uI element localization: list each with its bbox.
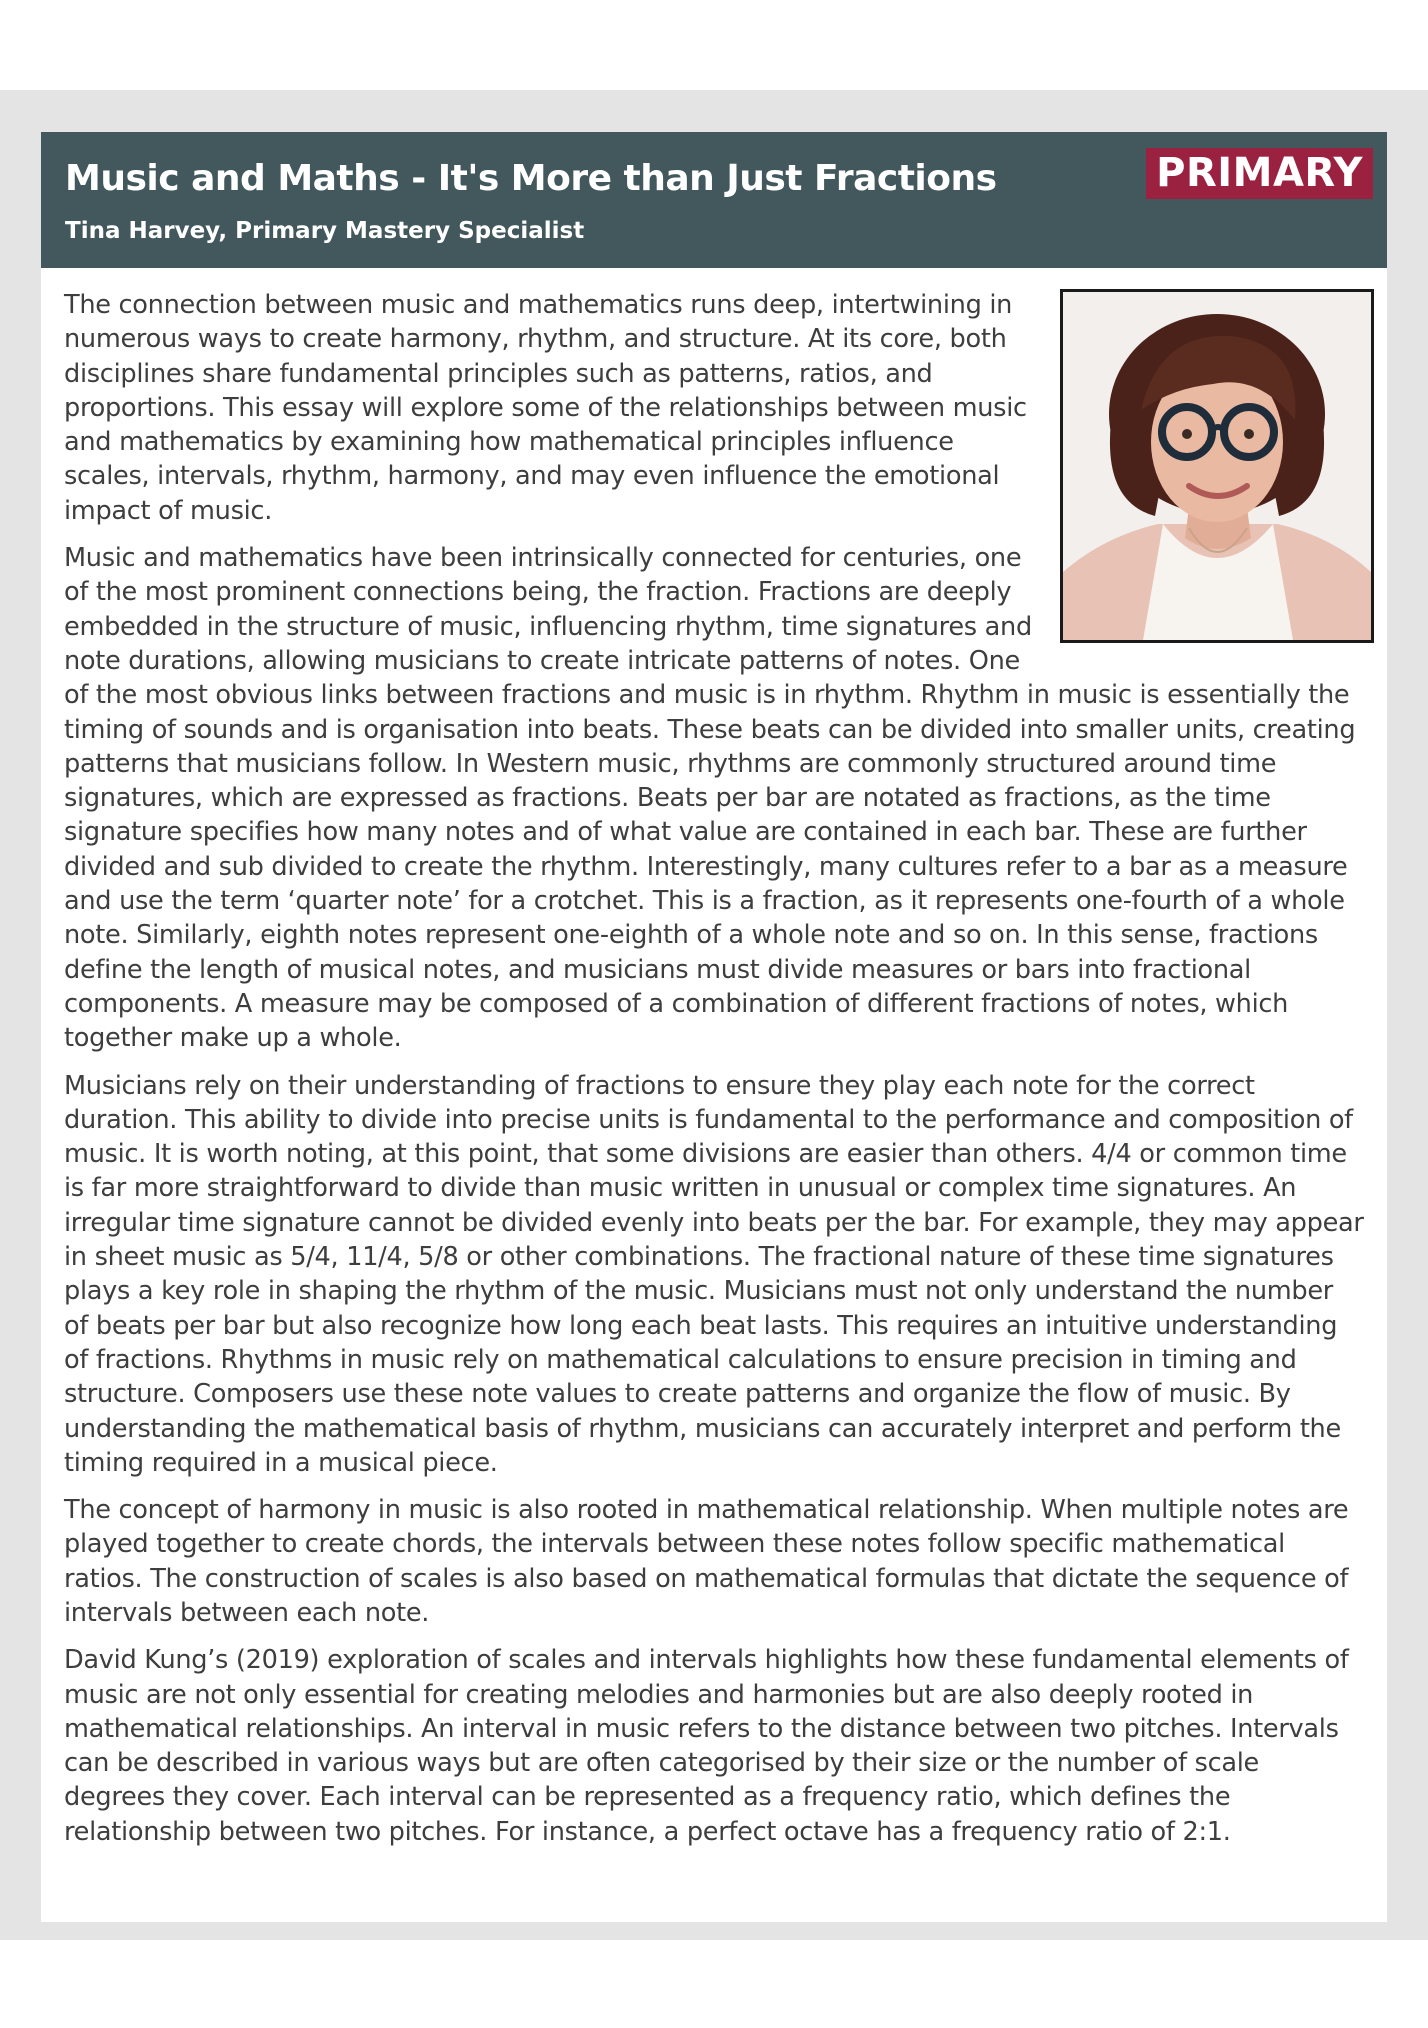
- article-paragraph-4: The concept of harmony in music is also rooted in mathematical relationship. When multiple notes are played together to create chords, the intervals between these notes follow specific mathematical ratios. The construction of scales is also based on mathematical formulas that dictate the sequence of intervals between each note.: [64, 1495, 1349, 1628]
- photo-spacer: [1038, 288, 1364, 656]
- article-author: Tina Harvey, Primary Mastery Specialist: [65, 218, 585, 244]
- article-sheet: [41, 132, 1387, 1922]
- article-header: [41, 132, 1387, 268]
- article-title: Music and Maths - It's More than Just Fractions: [65, 158, 997, 199]
- article-paragraph-3: Musicians rely on their understanding of fractions to ensure they play each note for the correct duration. This ability to divide into precise units is fundamental to the performance and composition of music. It is worth noting, at this point, that some divisions are easier than others. 4/4 or common time is far more straightforward to divide than music written in unusual or complex time signatures. An irregular time signature cannot be divided evenly into beats per the bar. For example, they may appear in sheet music as 5/4, 11/4, 5/8 or other combinations. The fractional nature of these time signatures plays a key role in shaping the rhythm of the music. Musicians must not only understand the number of beats per bar but also recognize how long each beat lasts. This requires an intuitive understanding of fractions. Rhythms in music rely on mathematical calculations to ensure precision in timing and structure. Composers use these note values to create patterns and organize the flow of music. By understanding the mathematical basis of rhythm, musicians can accurately interpret and perform the timing required in a musical piece.: [64, 1070, 1364, 1478]
- category-badge: PRIMARY: [1146, 148, 1373, 199]
- article-paragraph-2: Music and mathematics have been intrinsically connected for centuries, one of the most prominent connections being, the fraction. Fractions are deeply embedded in the structure of music, influencing rhythm, time signatures and note durations, allowing musicians to create intricate patterns of notes. One of the most obvious links between fractions and music is in rhythm. Rhythm in music is essentially the timing of sounds and is organisation into beats. These beats can be divided into smaller units, creating patterns that musicians follow. In Western music, rhythms are commonly structured around time signatures, which are expressed as fractions. Beats per bar are notated as fractions, as the time signature specifies how many notes and of what value are contained in each bar. These are further divided and sub divided to create the rhythm. Interestingly, many cultures refer to a bar as a measure and use the term ‘quarter note’ for a crotchet. This is a fraction, as it represents one-fourth of a whole note. Similarly, eighth notes represent one-eighth of a whole note and so on. In this sense, fractions define the length of musical notes, and musicians must divide measures or bars into fractional components. A measure may be composed of a combination of different fractions of notes, which together make up a whole.: [64, 543, 1356, 1054]
- article-body: [64, 288, 1364, 1862]
- article-paragraph-1: The connection between music and mathematics runs deep, intertwining in numerous ways to create harmony, rhythm, and structure. At its core, both disciplines share fundamental principles such as patterns, ratios, and proportions. This essay will explore some of the relationships between music and mathematics by examining how mathematical principles influence scales, intervals, rhythm, harmony, and may even influence the emotional impact of music.: [64, 290, 1027, 526]
- article-paragraph-5: David Kung’s (2019) exploration of scales and intervals highlights how these fundamental elements of music are not only essential for creating melodies and harmonies but are also deeply rooted in mathematical relationships. An interval in music refers to the distance between two pitches. Intervals can be described in various ways but are often categorised by their size or the number of scale degrees they cover. Each interval can be represented as a frequency ratio, which defines the relationship between two pitches. For instance, a perfect octave has a frequency ratio of 2:1.: [64, 1645, 1349, 1847]
